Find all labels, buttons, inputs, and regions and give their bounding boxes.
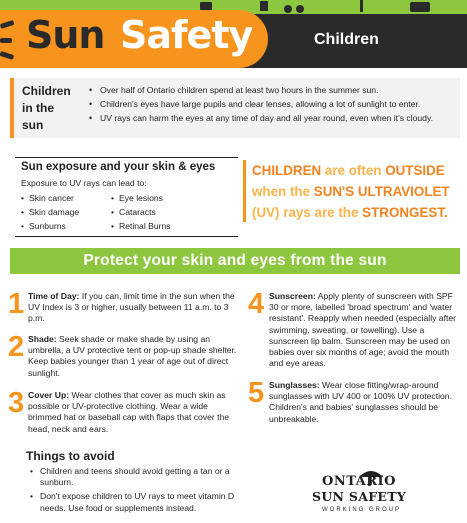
callout-word: STRONGEST.: [362, 205, 448, 220]
intro-bullet: • Children's eyes have large pupils and clear lenses, allowing a lot of sunlight to enter.: [88, 97, 460, 111]
title-sun: Sun: [26, 13, 105, 57]
tip-sunglasses: [248, 379, 464, 424]
callout-word: (UV) rays are the: [252, 205, 359, 220]
tip-text: Apply plenty of sunscreen with SPF 30 or more, labelled 'broad spectrum' and 'water resistant'. Reapply when needed (especially after swimming, sweating, or towelling). Use a sunscreen lip balm. Sunscreen may be used on babies over six months of age; avoid the mouth and eye areas.: [269, 291, 456, 369]
exposure-intro: Exposure to UV rays can lead to:: [21, 178, 147, 188]
tip-title: Sunglasses:: [269, 380, 320, 390]
callout-accent-bar: [243, 160, 246, 222]
tip-shade: [8, 333, 243, 383]
exposure-item: • Skin cancer: [21, 191, 79, 205]
tip-body: [269, 380, 464, 425]
callout-word: CHILDREN: [252, 163, 322, 178]
tip-text: If you can, limit time in the sun when the UV Index is 3 or higher, usually between 11 a.m. to 3 p.m.: [28, 291, 235, 324]
intro-bullet: • Over half of Ontario children spend at least two hours in the summer sun.: [88, 83, 460, 97]
exposure-box: [15, 157, 238, 237]
tip-sunscreen: [248, 290, 464, 370]
tip-number: 3: [8, 387, 25, 419]
tip-time-of-day: [8, 290, 238, 330]
protect-banner: [10, 248, 460, 274]
header-banner: [0, 0, 467, 68]
title-safety: Safety: [120, 13, 253, 57]
exposure-title: Sun exposure and your skin & eyes: [21, 161, 216, 173]
exposure-eye-list: [111, 191, 171, 233]
logo-line-1: ONTARIO: [322, 474, 396, 489]
tip-body: [28, 334, 243, 379]
exposure-item: • Skin damage: [21, 205, 79, 219]
intro-label: Children in the sun: [22, 84, 71, 132]
tip-text: Seek shade or make shade by using an umbrella, a UV protective tent or pop-up shade shelter. Keep babies younger than 1 year of age out of direct sunlight.: [28, 334, 237, 378]
callout-word: when the: [252, 184, 311, 199]
ontario-sun-safety-logo: [300, 468, 410, 520]
intro-box: [10, 78, 460, 138]
callout-word: OUTSIDE: [385, 163, 445, 178]
exposure-skin-list: [21, 191, 79, 233]
callout-word: are often: [324, 163, 382, 178]
tip-title: Sunscreen:: [269, 291, 316, 301]
exposure-item: • Eye lesions: [111, 191, 171, 205]
tip-title: Cover Up:: [28, 390, 70, 400]
tip-title: Shade:: [28, 334, 57, 344]
avoid-item: • Children and teens should avoid getting a tan or a sunburn.: [30, 466, 244, 488]
avoid-title: Things to avoid: [26, 449, 115, 463]
tip-body: [28, 390, 240, 435]
tip-body: [269, 291, 464, 369]
tip-text: Wear clothes that cover as much skin as possible or UV-protective clothing. Wear a wide brimmed hat or baseball cap with flaps that cover the head, neck and ears.: [28, 390, 230, 434]
tip-number: 4: [248, 288, 265, 320]
tip-number: 1: [8, 288, 25, 320]
callout-text: [252, 160, 464, 223]
exposure-item: • Retinal Burns: [111, 219, 171, 233]
header-subtitle: Children: [314, 31, 379, 48]
exposure-item: • Sunburns: [21, 219, 79, 233]
intro-list: [88, 83, 460, 125]
logo-line-2: SUN SAFETY: [312, 489, 407, 504]
callout-word: SUN'S ULTRAVIOLET: [313, 184, 450, 199]
avoid-list: [30, 466, 244, 517]
logo-line-3: WORKING GROUP: [322, 507, 402, 513]
tip-number: 2: [8, 331, 25, 363]
banner-title: Protect your skin and eyes from the sun: [83, 252, 387, 269]
avoid-item: • Don't expose children to UV rays to meet vitamin D needs. Use food or supplements instead.: [30, 491, 244, 513]
tip-number: 5: [248, 377, 265, 409]
intro-bullet: • UV rays can harm the eyes at any time of day and all year round, even when it's cloudy.: [88, 111, 460, 125]
exposure-item: • Cataracts: [111, 205, 171, 219]
tip-text: Wear close fitting/wrap-around sunglasses with UV 400 or 100% UV protection. Children's and babies' sunglasses should be unbreakable.: [269, 380, 452, 424]
tip-cover-up: [8, 389, 240, 439]
tip-title: Time of Day:: [28, 291, 80, 301]
tip-body: [28, 291, 238, 325]
